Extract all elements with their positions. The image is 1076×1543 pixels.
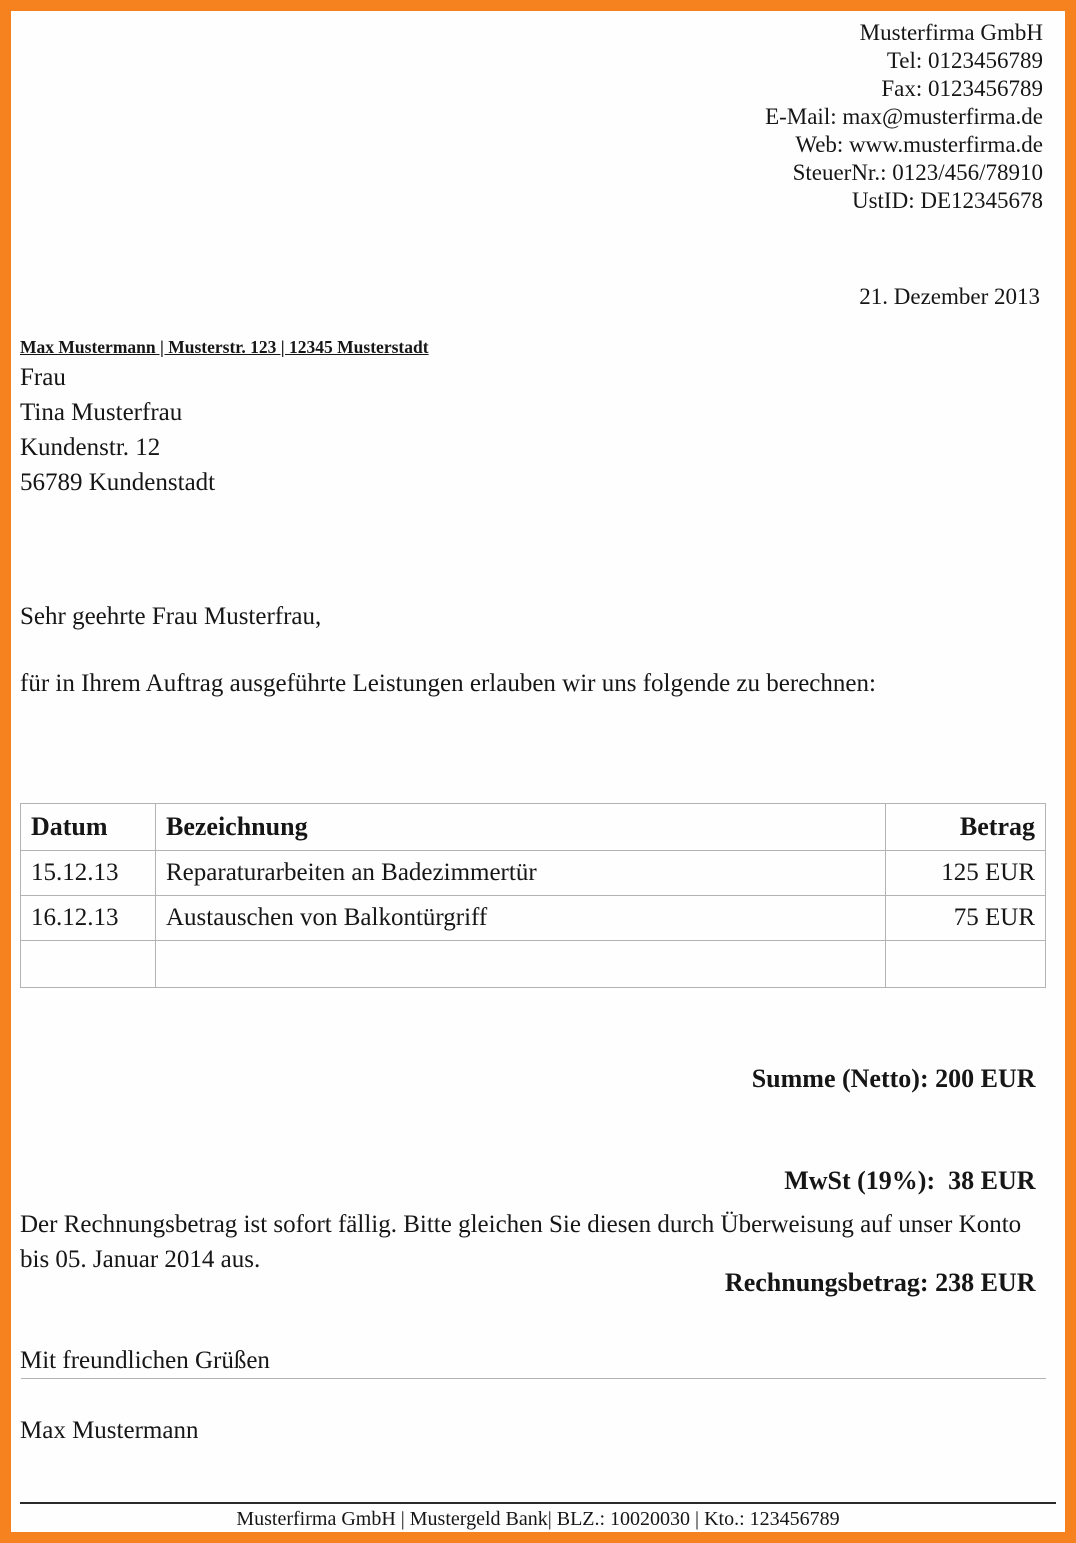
item-description: Austauschen von Balkontürgriff	[156, 896, 886, 941]
recipient-address-block	[20, 360, 215, 500]
footer-bank-details: Musterfirma GmbH | Mustergeld Bank| BLZ.: 10020030 | Kto.: 123456789	[236, 1508, 840, 1530]
total-net: Summe (Netto): 200 EUR	[751, 1064, 1036, 1093]
letter-salutation: Sehr geehrte Frau Musterfrau,	[20, 603, 322, 630]
table-row-empty	[21, 941, 1046, 988]
empty-cell	[886, 941, 1046, 988]
item-date: 15.12.13	[21, 851, 156, 896]
footer-divider	[20, 1502, 1056, 1504]
item-amount: 125 EUR	[886, 851, 1046, 896]
company-phone: Tel: 0123456789	[886, 48, 1043, 73]
column-header-betrag: Betrag	[886, 804, 1046, 851]
column-header-datum: Datum	[21, 804, 156, 851]
company-website: Web: www.musterfirma.de	[795, 132, 1043, 157]
empty-cell	[21, 941, 156, 988]
table-header-row	[21, 804, 1046, 851]
recipient-name: Tina Musterfrau	[20, 399, 183, 426]
item-amount: 75 EUR	[886, 896, 1046, 941]
signature-name: Max Mustermann	[20, 1417, 199, 1444]
totals-block	[31, 994, 1036, 1368]
total-gross: Rechnungsbetrag: 238 EUR	[724, 1268, 1036, 1297]
letterhead-block	[765, 19, 1043, 215]
company-vat-id: UstID: DE12345678	[851, 188, 1043, 213]
column-header-bezeichnung: Bezeichnung	[156, 804, 886, 851]
closing-regards: Mit freundlichen Grüßen	[20, 1347, 270, 1374]
empty-cell	[156, 941, 886, 988]
item-date: 16.12.13	[21, 896, 156, 941]
letter-date: 21. Dezember 2013	[859, 284, 1040, 309]
recipient-salutation-word: Frau	[20, 364, 66, 391]
company-email: E-Mail: max@musterfirma.de	[765, 104, 1043, 129]
table-row	[21, 896, 1046, 941]
item-description: Reparaturarbeiten an Badezimmertür	[156, 851, 886, 896]
sender-return-address: Max Mustermann | Musterstr. 123 | 12345 Musterstadt	[20, 337, 429, 357]
recipient-city: 56789 Kundenstadt	[20, 469, 216, 496]
company-fax: Fax: 0123456789	[881, 76, 1043, 101]
totals-row	[21, 988, 1046, 1379]
letter-intro-paragraph: für in Ihrem Auftrag ausgeführte Leistungen erlauben wir uns folgende zu berechnen:	[20, 670, 876, 697]
table-row	[21, 851, 1046, 896]
payment-terms-paragraph: Der Rechnungsbetrag ist sofort fällig. Bitte gleichen Sie diesen durch Überweisung auf unser Konto bis 05. Januar 2014 aus.	[20, 1211, 1022, 1273]
total-vat: MwSt (19%): 38 EUR	[784, 1166, 1036, 1195]
company-tax-number: SteuerNr.: 0123/456/78910	[792, 160, 1043, 185]
company-name: Musterfirma GmbH	[859, 20, 1043, 45]
invoice-items-table	[20, 803, 1046, 1379]
recipient-street: Kundenstr. 12	[20, 434, 161, 461]
